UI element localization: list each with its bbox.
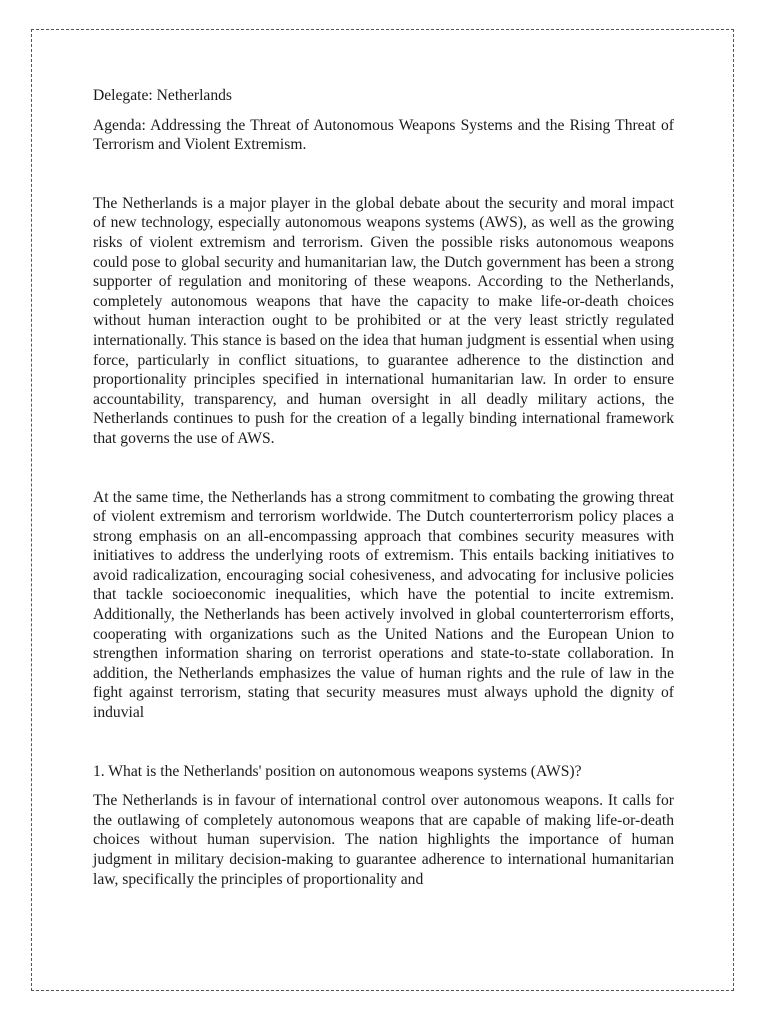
agenda-line: Agenda: Addressing the Threat of Autonomous Weapons Systems and the Rising Threat of Terrorism and Violent Extremism. xyxy=(93,116,674,154)
paragraph-aws: The Netherlands is a major player in the global debate about the security and moral impact of new technology, especially autonomous weapons systems (AWS), as well as the growing risks of violent extremism and terrorism. Given the possible risks autonomous weapons could pose to global security and humanitarian law, the Dutch government has been a strong supporter of regulation and monitoring of these weapons. According to the Netherlands, completely autonomous weapons that have the capacity to make life-or-death choices without human interaction ought to be prohibited or at the very least strictly regulated internationally. This stance is based on the idea that human judgment is essential when using force, particularly in conflict situations, to guarantee adherence to the distinction and proportionality principles specified in international humanitarian law. In order to ensure accountability, transparency, and human oversight in all deadly military actions, the Netherlands continues to push for the creation of a legally binding international framework that governs the use of AWS. xyxy=(93,194,674,447)
delegate-line: Delegate: Netherlands xyxy=(93,87,232,104)
answer-1: The Netherlands is in favour of international control over autonomous weapons. It calls for the outlawing of completely autonomous weapons that are capable of making life-or-death choices without human supervision. The nation highlights the importance of human judgment in military decision-making to guarantee adherence to international humanitarian law, specifically the principles of proportionality and xyxy=(93,792,674,888)
question-1: 1. What is the Netherlands' position on autonomous weapons systems (AWS)? xyxy=(93,762,582,780)
document-body xyxy=(93,86,674,889)
paragraph-terrorism: At the same time, the Netherlands has a strong commitment to combating the growing threat of violent extremism and terrorism worldwide. The Dutch counterterrorism policy places a strong emphasis on an all-encompassing approach that combines security measures with initiatives to address the underlying roots of extremism. This entails backing initiatives to avoid radicalization, encouraging social cohesiveness, and advocating for inclusive policies that tackle socioeconomic inequalities, which have the potential to incite extremism. Additionally, the Netherlands has been actively involved in global counterterrorism efforts, cooperating with organizations such as the United Nations and the European Union to strengthen information sharing on terrorist operations and state-to-state collaboration. In addition, the Netherlands emphasizes the value of human rights and the rule of law in the fight against terrorism, stating that security measures must always uphold the dignity of induvial xyxy=(93,488,674,722)
